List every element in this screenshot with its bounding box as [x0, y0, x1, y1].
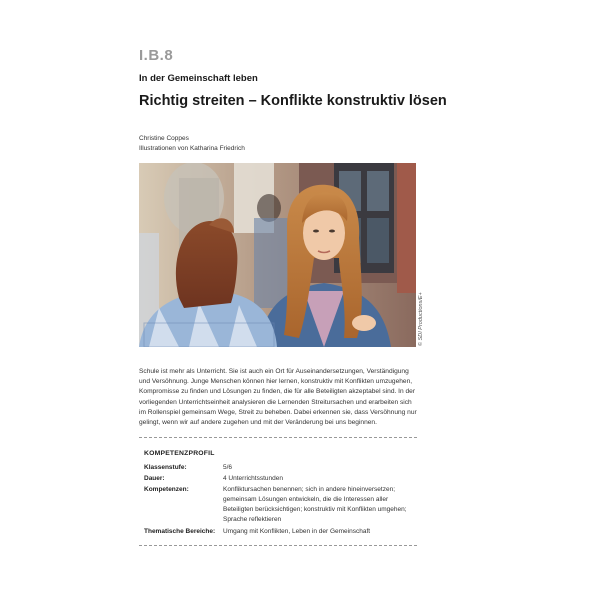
profile-label: Klassenstufe:: [144, 464, 187, 471]
profile-value: 4 Unterrichtsstunden: [223, 475, 283, 482]
illustrator-name: Illustrationen von Katharina Friedrich: [139, 145, 245, 152]
author-name: Christine Coppes: [139, 135, 189, 142]
author-block: [139, 134, 245, 154]
profile-label: Kompetenzen:: [144, 486, 189, 493]
section-code: I.B.8: [139, 47, 174, 64]
photo-credit: © SDI Productions/E+: [418, 292, 424, 346]
competence-profile: [139, 437, 417, 546]
photo-illustration: [139, 163, 416, 347]
profile-value: Umgang mit Konflikten, Leben in der Gemeinschaft: [223, 528, 371, 535]
profile-label: Thematische Bereiche:: [144, 528, 216, 535]
profile-value: Konfliktursachen benennen; sich in andere hineinversetzen; gemeinsam Lösungen entwickeln, die die Interessen aller Beteiligten berücksichtigen; konstruktiv mit Konflikten umgehen; Sprache reflektieren: [223, 486, 407, 523]
chapter-kicker: In der Gemeinschaft leben: [139, 73, 258, 84]
profile-value: 5/6: [223, 464, 233, 471]
profile-heading: KOMPETENZPROFIL: [144, 450, 215, 457]
cover-photo: [139, 163, 416, 347]
page-title: Richtig streiten – Konflikte konstruktiv lösen: [139, 93, 447, 109]
intro-paragraph: Schule ist mehr als Unterricht. Sie ist auch ein Ort für Auseinandersetzungen, Verständigung und Versöhnung. Junge Menschen können hier lernen, konstruktiv mit Konflikten umzugehen, Kompromisse zu finden und Lösungen zu finden, die für alle Beteiligten akzeptabel sind. In der vorliegenden Unterrichtseinheit analysieren die Lernenden Streitursachen und erarbeiten sich im Rollenspiel gemeinsam Wege, Streit zu beheben. Dabei erkennen sie, dass Versöhnung nur gelingt, wenn wir auf andere zugehen und mit der Veränderung bei uns beginnen.: [139, 368, 417, 427]
profile-label: Dauer:: [144, 475, 165, 482]
